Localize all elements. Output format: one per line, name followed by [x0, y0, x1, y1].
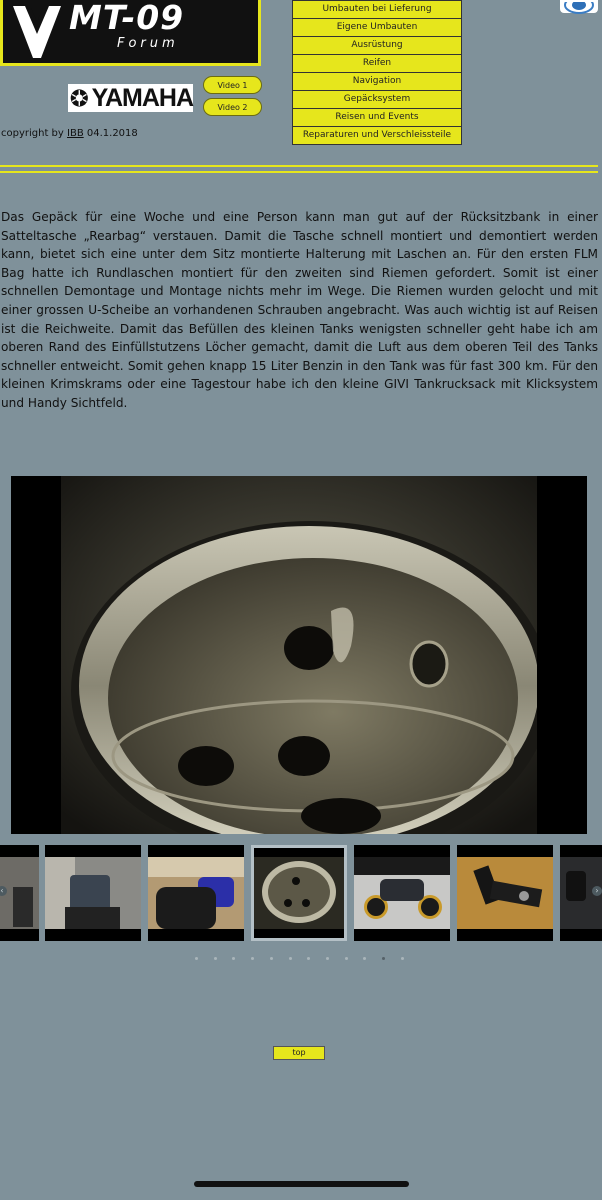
home-indicator[interactable]	[194, 1181, 409, 1187]
slideshow-dot[interactable]	[270, 957, 273, 960]
slideshow-dot[interactable]	[326, 957, 329, 960]
thumbnail-filler-neck-active[interactable]	[251, 845, 347, 941]
slideshow-dot[interactable]	[195, 957, 198, 960]
slideshow-dot[interactable]	[251, 957, 254, 960]
copyright-date: 04.1.2018	[86, 128, 138, 139]
slideshow-dot[interactable]	[232, 957, 235, 960]
copyright-author: IBB	[67, 128, 84, 139]
mt-logo-icon	[11, 4, 63, 60]
slideshow-main[interactable]	[11, 476, 587, 834]
slideshow-dot[interactable]	[363, 957, 366, 960]
globe-logo-icon	[560, 2, 598, 15]
main-nav-menu	[292, 0, 462, 145]
slideshow-dot[interactable]	[401, 957, 404, 960]
tank-filler-neck-photo	[61, 476, 537, 834]
thumbnail-motorcycle-side[interactable]	[354, 845, 450, 941]
slideshow-dot[interactable]	[289, 957, 292, 960]
nav-item-reparaturen[interactable]: Reparaturen und Verschleissteile	[293, 127, 461, 144]
thumbnail-motorcycle-rearbag[interactable]	[45, 845, 141, 941]
nav-item-navigation[interactable]: Navigation	[293, 73, 461, 91]
slideshow-dot[interactable]	[382, 957, 385, 960]
yamaha-wordmark: YAMAHA	[91, 83, 193, 112]
thumbnail-bracket-detail[interactable]	[457, 845, 553, 941]
back-to-top-button[interactable]: top	[273, 1046, 325, 1060]
slideshow-dot[interactable]	[307, 957, 310, 960]
header-rule-top	[0, 165, 598, 167]
forum-logo[interactable]	[0, 0, 261, 66]
thumbnail-motorcycle-blue-bag[interactable]	[148, 845, 244, 941]
logo-subtitle: Forum	[117, 36, 179, 51]
nav-item-umbauten-bei-lieferung[interactable]: Umbauten bei Lieferung	[293, 1, 461, 19]
logo-title: MT-09	[69, 0, 185, 37]
nav-item-reisen-und-events[interactable]: Reisen und Events	[293, 109, 461, 127]
nav-item-gepaecksystem[interactable]: Gepäcksystem	[293, 91, 461, 109]
yamaha-logo	[68, 84, 193, 112]
header-rule-bottom	[0, 171, 598, 173]
thumbnail-strip	[0, 843, 602, 943]
slideshow-next-arrow-icon[interactable]: ›	[592, 886, 602, 896]
video-2-button[interactable]: Video 2	[203, 98, 262, 116]
nav-item-eigene-umbauten[interactable]: Eigene Umbauten	[293, 19, 461, 37]
slideshow-dot[interactable]	[345, 957, 348, 960]
slideshow-dot[interactable]	[214, 957, 217, 960]
copyright-prefix: copyright by	[1, 128, 64, 139]
slideshow-prev-arrow-icon[interactable]: ‹	[0, 886, 7, 896]
corner-partner-logo[interactable]	[560, 0, 598, 13]
video-1-button[interactable]: Video 1	[203, 76, 262, 94]
nav-item-ausruestung[interactable]: Ausrüstung	[293, 37, 461, 55]
article-body: Das Gepäck für eine Woche und eine Person kann man gut auf der Rücksitzbank in einer Satteltasche „Rearbag“ verstauen. Damit die Tasche schnell montiert und demontiert werden kann, bietet sich eine unter dem Sitz montierte Halterung mit Laschen an. Für den ersten FLM Bag hatte ich Rundlaschen montiert für den zweiten sind Riemen gefordert. Somit ist einer schnellen Demontage und Montage nichts mehr im Wege. Die Riemen wurden gelocht und mit einer grossen U-Scheibe an vorhandenen Schrauben angebracht. Was auch wichtig ist auf Reisen ist die Reichweite. Damit das Befüllen des kleinen Tanks wenigsten schneller geht habe ich am oberen Rand des Einfüllstutzens Löcher gemacht, damit die Luft aus dem oberen Teil des Tanks schneller entweicht. Somit gehen knapp 15 Liter Benzin in den Tank was für fast 300 km. Für den kleinen Krimskrams oder eine Tagestour habe ich den kleine GIVI Tankrucksack mit Klicksystem und Handy Sichtfeld.	[1, 210, 598, 410]
yamaha-tuning-fork-icon	[70, 85, 89, 111]
copyright-line	[1, 128, 138, 139]
nav-item-reifen[interactable]: Reifen	[293, 55, 461, 73]
